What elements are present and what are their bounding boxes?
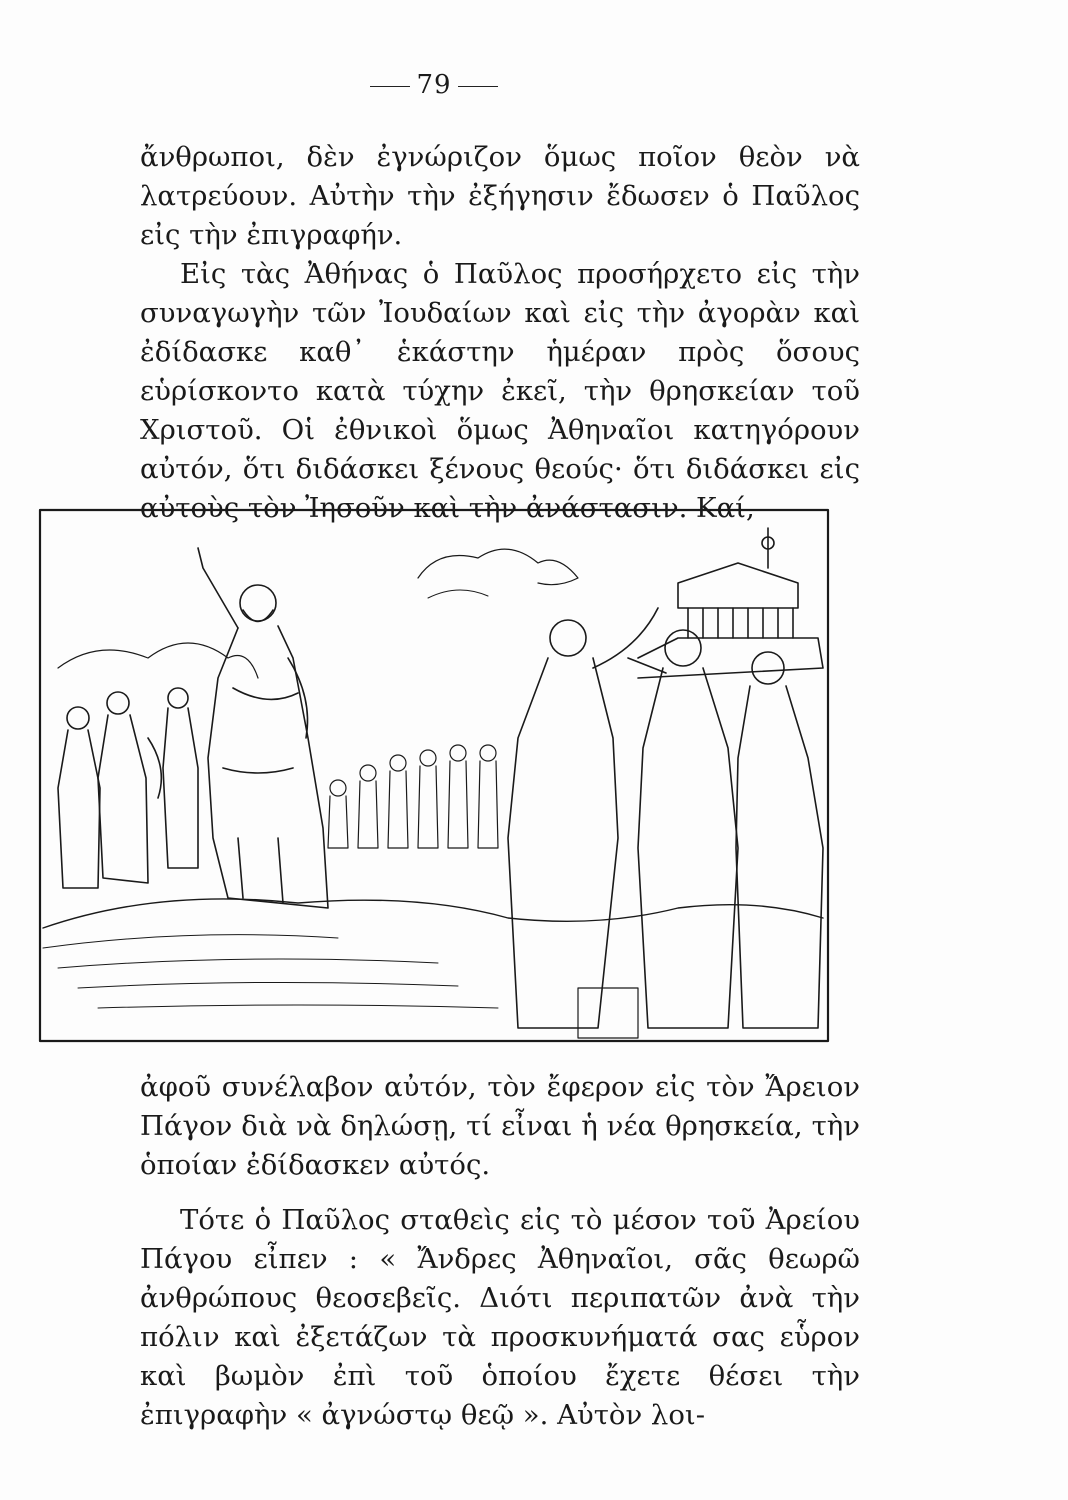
illustration-paul-areopagus bbox=[38, 508, 830, 1043]
figure-left-listener-3 bbox=[163, 688, 198, 868]
ground bbox=[43, 899, 823, 928]
acropolis-temple bbox=[638, 528, 823, 678]
page-number-text: 79 bbox=[416, 70, 452, 100]
paragraph-4: Τότε ὁ Παῦλος σταθεὶς εἰς τὸ μέσον τοῦ Ἀρείου Πάγου εἶπεν : « Ἄνδρες Ἀθηναῖοι, σᾶς θεωρῶ ἀνθρώπους θεοσεβεῖς. Διότι περιπατῶν ἀνὰ τὴν πόλιν καὶ ἐξετάζων τὰ προσκυνήματά σας εὗρον καὶ βωμὸν ἐπὶ τοῦ ὁποίου ἔχετε θέσει τὴν ἐπιγραφὴν « ἀγνώστῳ θεῷ ». Αὐτὸν λοι- bbox=[140, 1204, 860, 1431]
pedestal bbox=[578, 988, 638, 1038]
figure-right-listener-2 bbox=[628, 630, 738, 1028]
paragraph-3: ἀφοῦ συνέλαβον αὐτόν, τὸν ἔφερον εἰς τὸν Ἄρειον Πάγον διὰ νὰ δηλώσῃ, τί εἶναι ἡ νέα θρησκεία, τὴν ὁποίαν ἐδίδασκεν αὐτός. bbox=[140, 1071, 860, 1181]
cloud-center bbox=[418, 549, 578, 585]
figure-right-listener-1 bbox=[508, 608, 658, 1028]
figure-right-listener-3 bbox=[736, 652, 823, 1028]
figure-left-listener-1 bbox=[58, 707, 100, 888]
text-block-bottom bbox=[140, 1068, 860, 1435]
paragraph-1: ἄνθρωποι, δὲν ἐγνώριζον ὅμως ποῖον θεὸν νὰ λατρεύουν. Αὐτὴν τὴν ἐξήγησιν ἔδωσεν ὁ Παῦλος εἰς τὴν ἐπιγραφήν. bbox=[140, 141, 860, 251]
text-block-top bbox=[140, 138, 860, 528]
page-number bbox=[0, 70, 868, 100]
figure-left-listener-2 bbox=[98, 692, 161, 883]
figure-paul bbox=[198, 548, 328, 908]
cloud-left bbox=[58, 643, 258, 678]
page-number-dash-left bbox=[370, 86, 410, 87]
crowd-background bbox=[328, 745, 498, 848]
page-number-dash-right bbox=[458, 86, 498, 87]
paragraph-2: Εἰς τὰς Ἀθήνας ὁ Παῦλος προσήρχετο εἰς τὴν συναγωγὴν τῶν Ἰουδαίων καὶ εἰς τὴν ἀγορὰν καὶ ἐδίδασκε καθ᾽ ἑκάστην ἡμέραν πρὸς ὅσους εὑρίσκοντο κατὰ τύχην ἐκεῖ, τὴν θρησκείαν τοῦ Χριστοῦ. Οἱ ἐθνικοὶ ὅμως Ἀθηναῖοι κατηγόρουν αὐτόν, ὅτι διδάσκει ξένους θεούς· ὅτι διδάσκει εἰς αὐτοὺς τὸν Ἰησοῦν καὶ τὴν ἀνάστασιν. Καί, bbox=[140, 258, 860, 524]
